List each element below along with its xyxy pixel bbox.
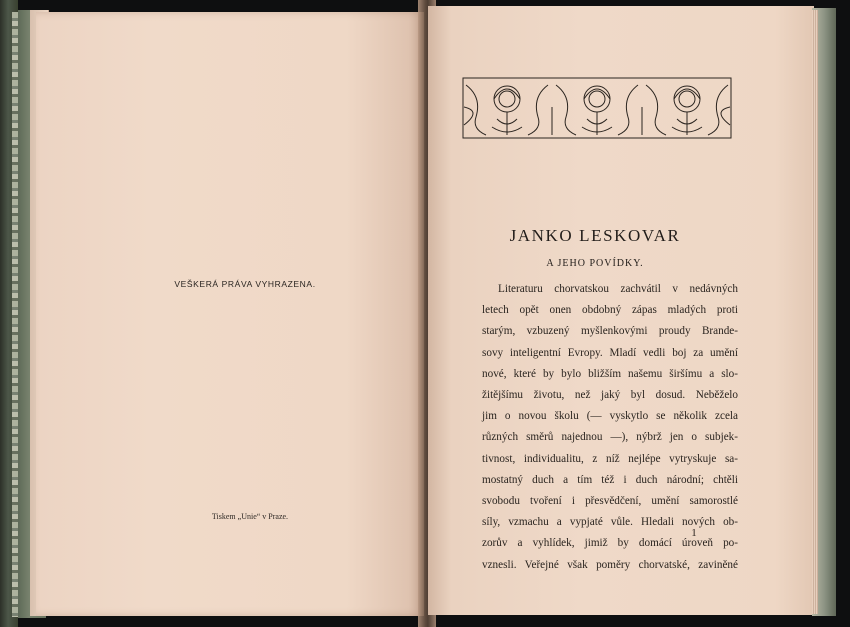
chapter-subtitle: A JEHO POVÍDKY.: [546, 258, 644, 269]
body-line: nové, které by bylo bližším našemu širšímu a slo-: [482, 367, 738, 380]
chapter-title: JANKO LESKOVAR: [509, 226, 681, 245]
ornament-flower-3: [646, 85, 728, 135]
body-line: mostatný duch a tím též i duch národní; chtěli: [482, 473, 738, 486]
body-line: jim o novou školu (— vyskytlo se několik zcela: [482, 410, 738, 423]
ornament-flower-2: [556, 85, 638, 135]
body-line: letech opět onen obdobný zápas mladých proti: [482, 304, 738, 317]
printer-note: Tiskem „Unie“ v Praze.: [211, 512, 289, 521]
body-line: tivnost, individualitu, z níž nejlépe vytryskuje sa-: [482, 452, 738, 465]
body-line: Literaturu chorvatskou zachvátil v nedávných: [498, 283, 738, 295]
body-line: vznesli. Veřejné však poměry chorvatské, zaviněné: [482, 558, 738, 571]
page-edges-right: [812, 10, 818, 614]
page-number: 1: [691, 527, 697, 539]
body-line: starým, vzbuzený myšlenkovými proudy Brande-: [482, 325, 738, 338]
rights-notice: VEŠKERÁ PRÁVA VYHRAZENA.: [174, 279, 316, 289]
body-line: svobodu tvoření i přesvědčení, umění samorostlé: [482, 495, 738, 508]
body-line: síly, vzmachu a vypjaté vůle. Hledali nových ob-: [482, 516, 738, 529]
body-line: zorův a vyhlídek, jimiž by domácí úroveň po-: [482, 537, 738, 550]
left-page: [36, 12, 424, 616]
ornament-flower-1: [466, 85, 548, 135]
body-line: různých směrů najednou —), nýbrž jen o subjek-: [482, 431, 738, 444]
ornament-headpiece: [462, 77, 732, 139]
body-line: žitějšímu životu, než jaký byl dosud. Neběželo: [482, 389, 738, 402]
body-line: sovy inteligentní Evropy. Mladí vedli boj za umění: [482, 346, 738, 359]
